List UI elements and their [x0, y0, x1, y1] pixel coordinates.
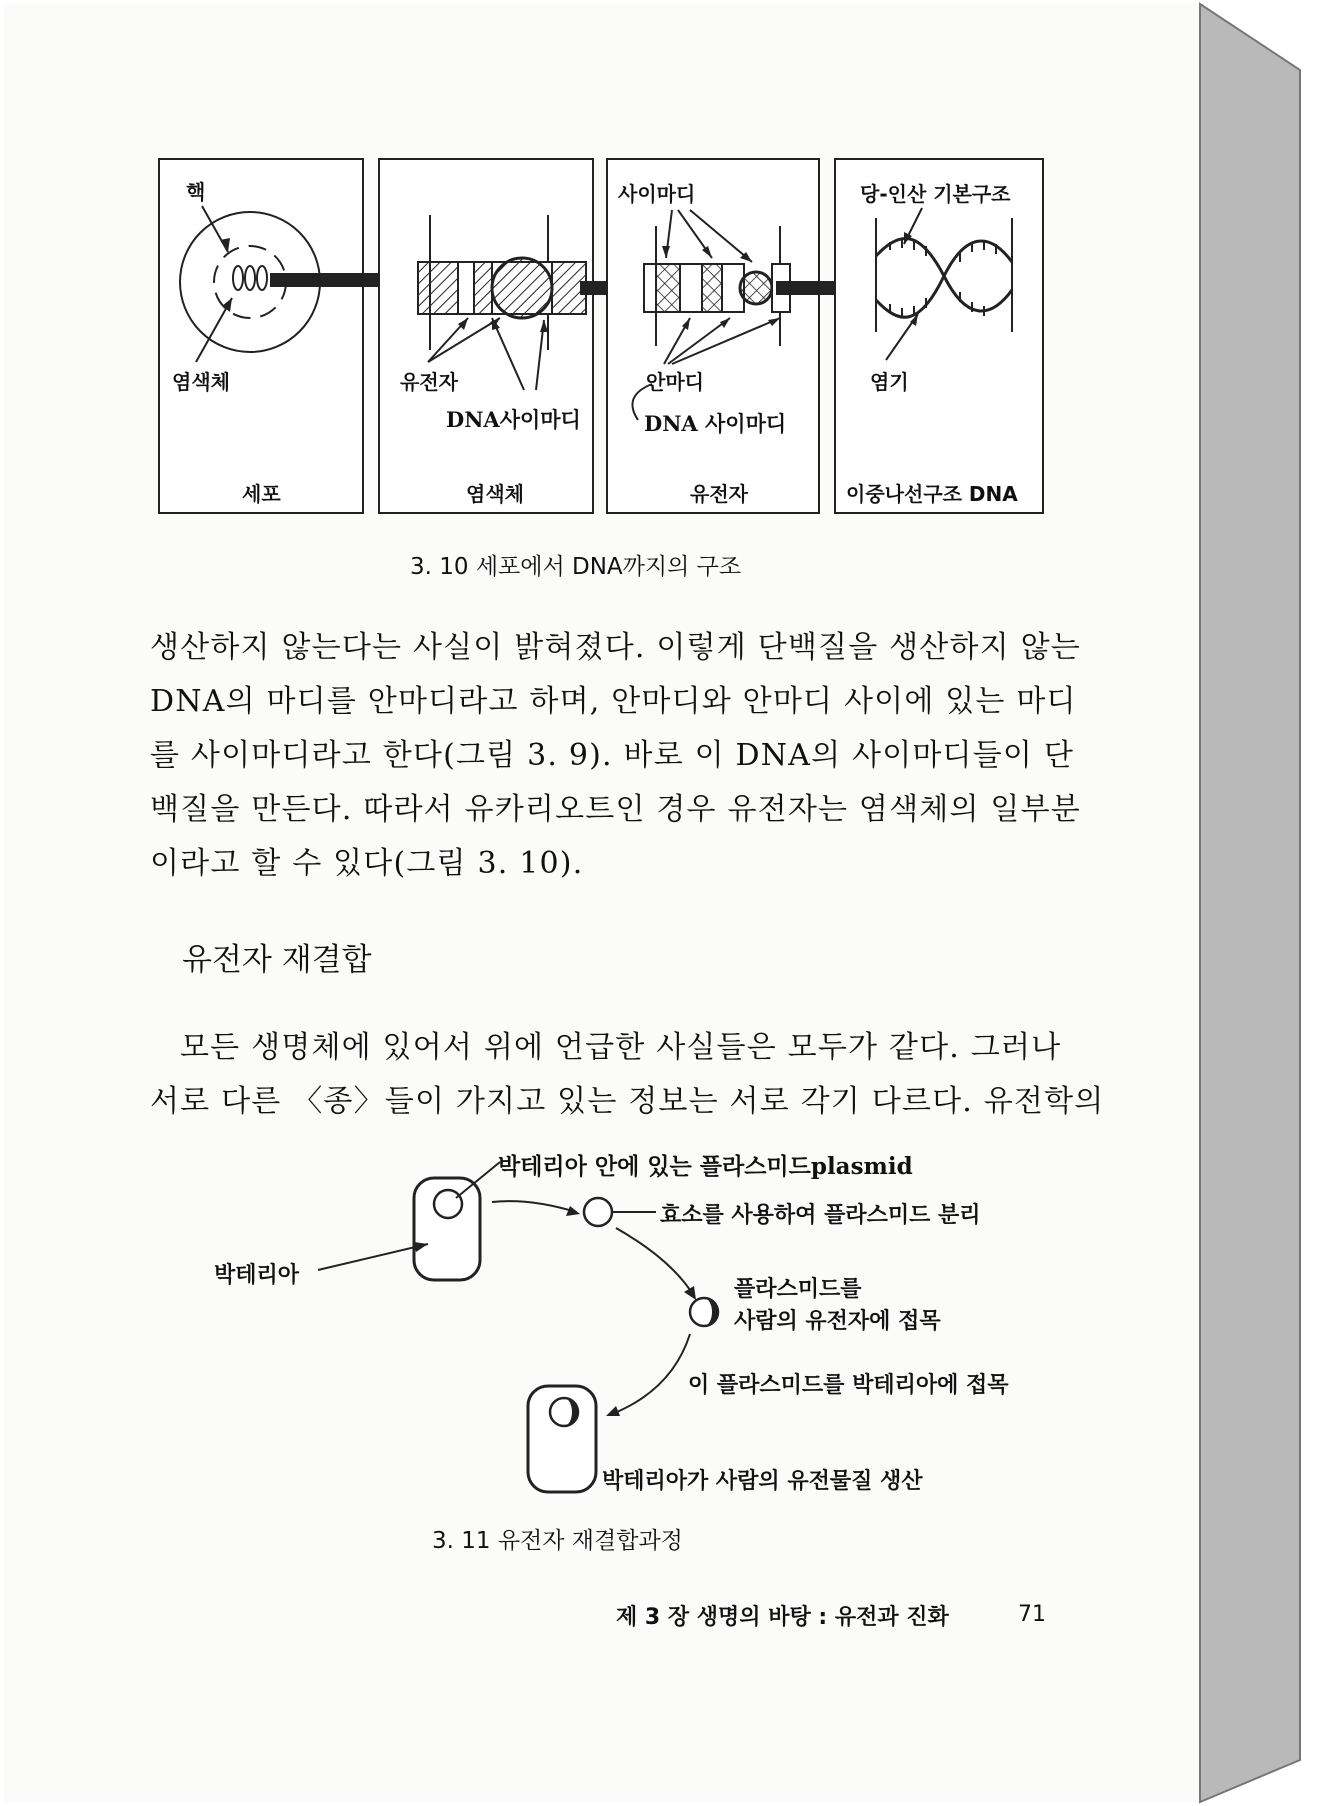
nucleus-label: 핵 — [186, 180, 206, 204]
panel-dna-title: 이중나선구조 DNA — [846, 482, 1018, 506]
figure-3-11-caption: 3. 11 유전자 재결합과정 — [432, 1528, 683, 1554]
inner-label-gene: 안마디 — [646, 370, 704, 394]
chromosome-label-cell: 염색체 — [172, 370, 230, 394]
produce-label: 박테리아가 사람의 유전물질 생산 — [602, 1469, 923, 1494]
paragraph1-line: 백질을 만든다. 따라서 유카리오트인 경우 유전자는 염색체의 일부분 — [150, 792, 1081, 827]
backbone-label: 당-인산 기본구조 — [860, 182, 1011, 206]
bacteria-label: 박테리아 — [214, 1263, 300, 1288]
gene-label-chromosome: 유전자 — [400, 370, 458, 394]
enzyme-label: 효소를 사용하여 플라스미드 분리 — [660, 1203, 981, 1228]
paragraph1-line: 이라고 할 수 있다(그림 3. 10). — [150, 846, 584, 881]
plasmid-label: 박테리아 안에 있는 플라스미드plasmid — [498, 1153, 913, 1180]
dna-spacer-label-chromosome: DNA사이마디 — [446, 407, 581, 432]
paragraph1-line: 생산하지 않는다는 사실이 밝혀졌다. 이렇게 단백질을 생산하지 않는 — [150, 630, 1081, 665]
paragraph2-line: 서로 다른 〈종〉들이 가지고 있는 정보는 서로 각기 다르다. 유전학의 — [150, 1084, 1105, 1119]
dna-spacer-label-gene: DNA 사이마디 — [644, 411, 787, 436]
panel-cell-title: 세포 — [242, 482, 281, 506]
panel-chromosome-title: 염색체 — [466, 482, 524, 506]
paragraph1-line: 를 사이마디라고 한다(그림 3. 9). 바로 이 DNA의 사이마디들이 단 — [150, 738, 1075, 773]
base-label: 염기 — [870, 370, 909, 394]
section-heading: 유전자 재결합 — [182, 942, 372, 978]
paragraph1-line: DNA의 마디를 안마디라고 하며, 안마디와 안마디 사이에 있는 마디 — [150, 684, 1077, 719]
insert-label: 이 플라스미드를 박테리아에 접목 — [688, 1373, 1009, 1398]
chapter-footer: 제 3 장 생명의 바탕 : 유전과 진화 — [616, 1605, 949, 1630]
graft-label-line1: 플라스미드를 — [734, 1277, 862, 1302]
graft-label-line2: 사람의 유전자에 접목 — [734, 1309, 941, 1334]
panel-gene-title: 유전자 — [690, 482, 748, 506]
figure-3-10-caption: 3. 10 세포에서 DNA까지의 구조 — [410, 554, 742, 580]
page-number: 71 — [1018, 1602, 1046, 1627]
spacer-label-gene: 사이마디 — [618, 182, 696, 206]
paragraph2-line: 모든 생명체에 있어서 위에 언급한 사실들은 모두가 같다. 그러나 — [180, 1030, 1062, 1065]
